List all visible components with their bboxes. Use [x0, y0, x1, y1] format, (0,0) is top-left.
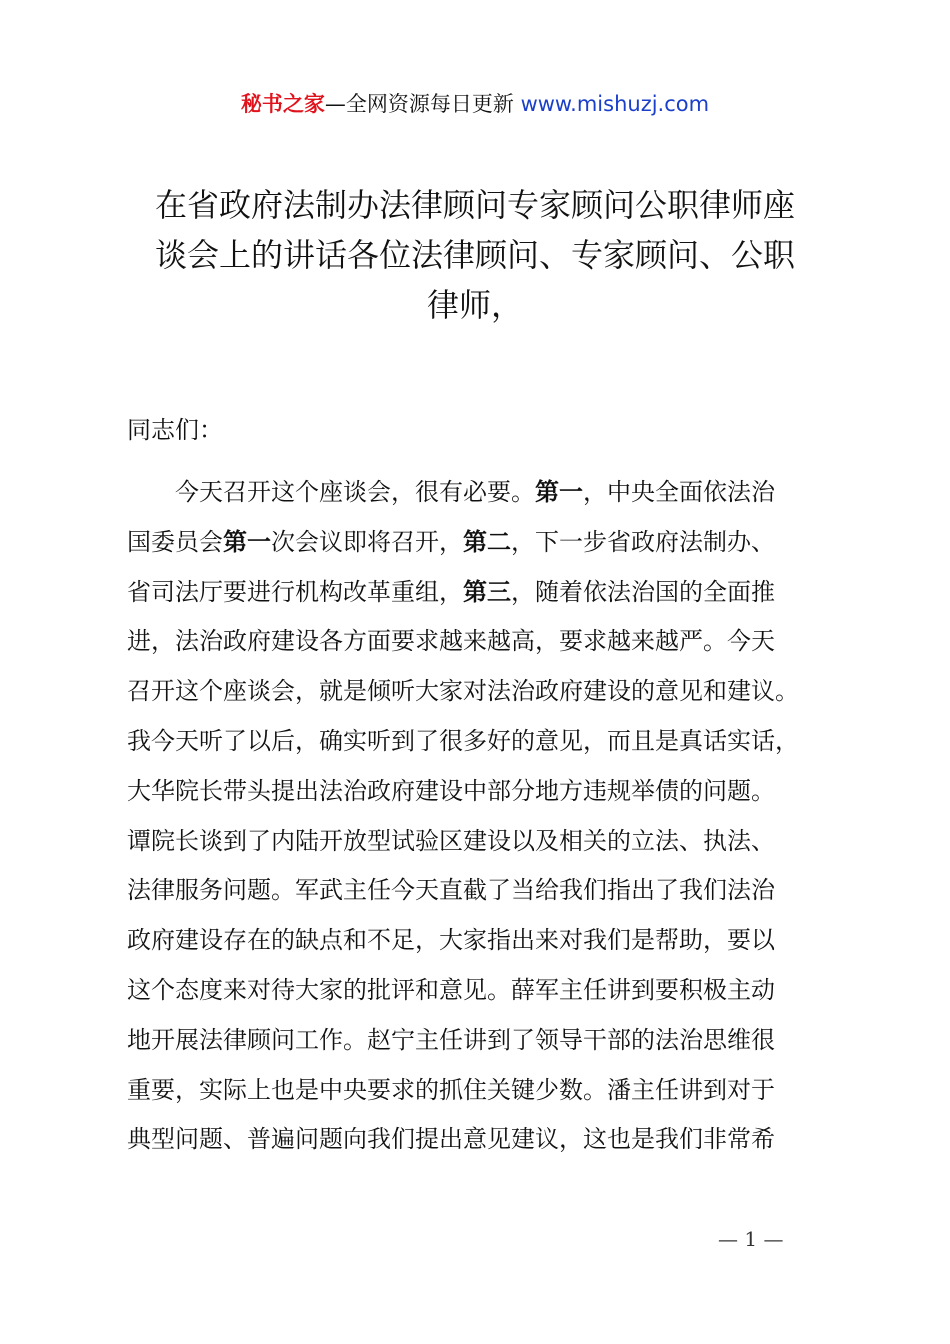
title-line: 律师，	[426, 286, 523, 324]
text-segment: 次会议即将召开，	[271, 527, 463, 556]
text-segment: 政府建设存在的缺点和不足，大家指出来对我们是帮助，要以	[127, 926, 775, 955]
text-segment: 召开这个座谈会，就是倾听大家对法治政府建设的意见和建议。	[127, 677, 799, 706]
body-line	[127, 1022, 867, 1072]
body-line	[127, 723, 867, 773]
text-segment: 今天召开这个座谈会，很有必要。	[127, 478, 535, 506]
title-line: 谈会上的讲话各位法律顾问、专家顾问、公职	[154, 236, 795, 274]
text-segment: 国委员会	[127, 527, 223, 556]
body-line	[127, 872, 867, 922]
body-line	[127, 1121, 867, 1171]
bold-text: 第一	[223, 527, 271, 556]
text-segment: 重要，实际上也是中央要求的抓住关键少数。潘主任讲到对于	[127, 1075, 775, 1104]
text-segment: ，中央全面依法治	[583, 478, 775, 506]
body-line	[127, 972, 867, 1022]
text-segment: ，下一步省政府法制办、	[511, 527, 775, 556]
text-segment: 谭院长谈到了内陆开放型试验区建设以及相关的立法、执法、	[127, 826, 775, 855]
text-segment: 地开展法律顾问工作。赵宁主任讲到了领导干部的法治思维很	[127, 1025, 775, 1054]
text-segment: 省司法厅要进行机构改革重组，	[127, 577, 463, 606]
text-segment: 法律服务问题。军武主任今天直截了当给我们指出了我们法治	[127, 876, 775, 905]
document-title	[110, 180, 840, 330]
bold-text: 第三	[463, 577, 511, 606]
text-segment: 我今天听了以后，确实听到了很多好的意见，而且是真话实话，	[127, 726, 799, 755]
body-line	[127, 524, 867, 574]
brand-name: 秘书之家	[240, 92, 325, 116]
body-paragraph	[127, 474, 867, 1171]
body-line	[127, 673, 867, 723]
bold-text: 第二	[463, 527, 511, 556]
body-line	[127, 574, 867, 624]
site-url-link[interactable]: www.mishuzj.com	[520, 92, 710, 116]
page-number: — 1 —	[718, 1227, 784, 1251]
text-segment: 大华院长带头提出法治政府建设中部分地方违规举债的问题。	[127, 776, 775, 805]
header-tagline: —全网资源每日更新	[324, 92, 521, 116]
bold-text: 第一	[535, 478, 583, 506]
text-segment: 进，法治政府建设各方面要求越来越高，要求越来越严。今天	[127, 627, 775, 656]
body-line	[127, 823, 867, 873]
site-header	[0, 89, 950, 119]
title-line: 在省政府法制办法律顾问专家顾问公职律师座	[154, 186, 795, 224]
body-line	[127, 1072, 867, 1122]
body-line	[127, 773, 867, 823]
text-segment: 典型问题、普遍问题向我们提出意见建议，这也是我们非常希	[127, 1125, 775, 1154]
body-line	[127, 922, 867, 972]
text-segment: 这个态度来对待大家的批评和意见。薛军主任讲到要积极主动	[127, 975, 775, 1004]
text-segment: ，随着依法治国的全面推	[511, 577, 775, 606]
body-line	[127, 474, 867, 524]
body-line	[127, 623, 867, 673]
greeting: 同志们：	[127, 416, 223, 444]
